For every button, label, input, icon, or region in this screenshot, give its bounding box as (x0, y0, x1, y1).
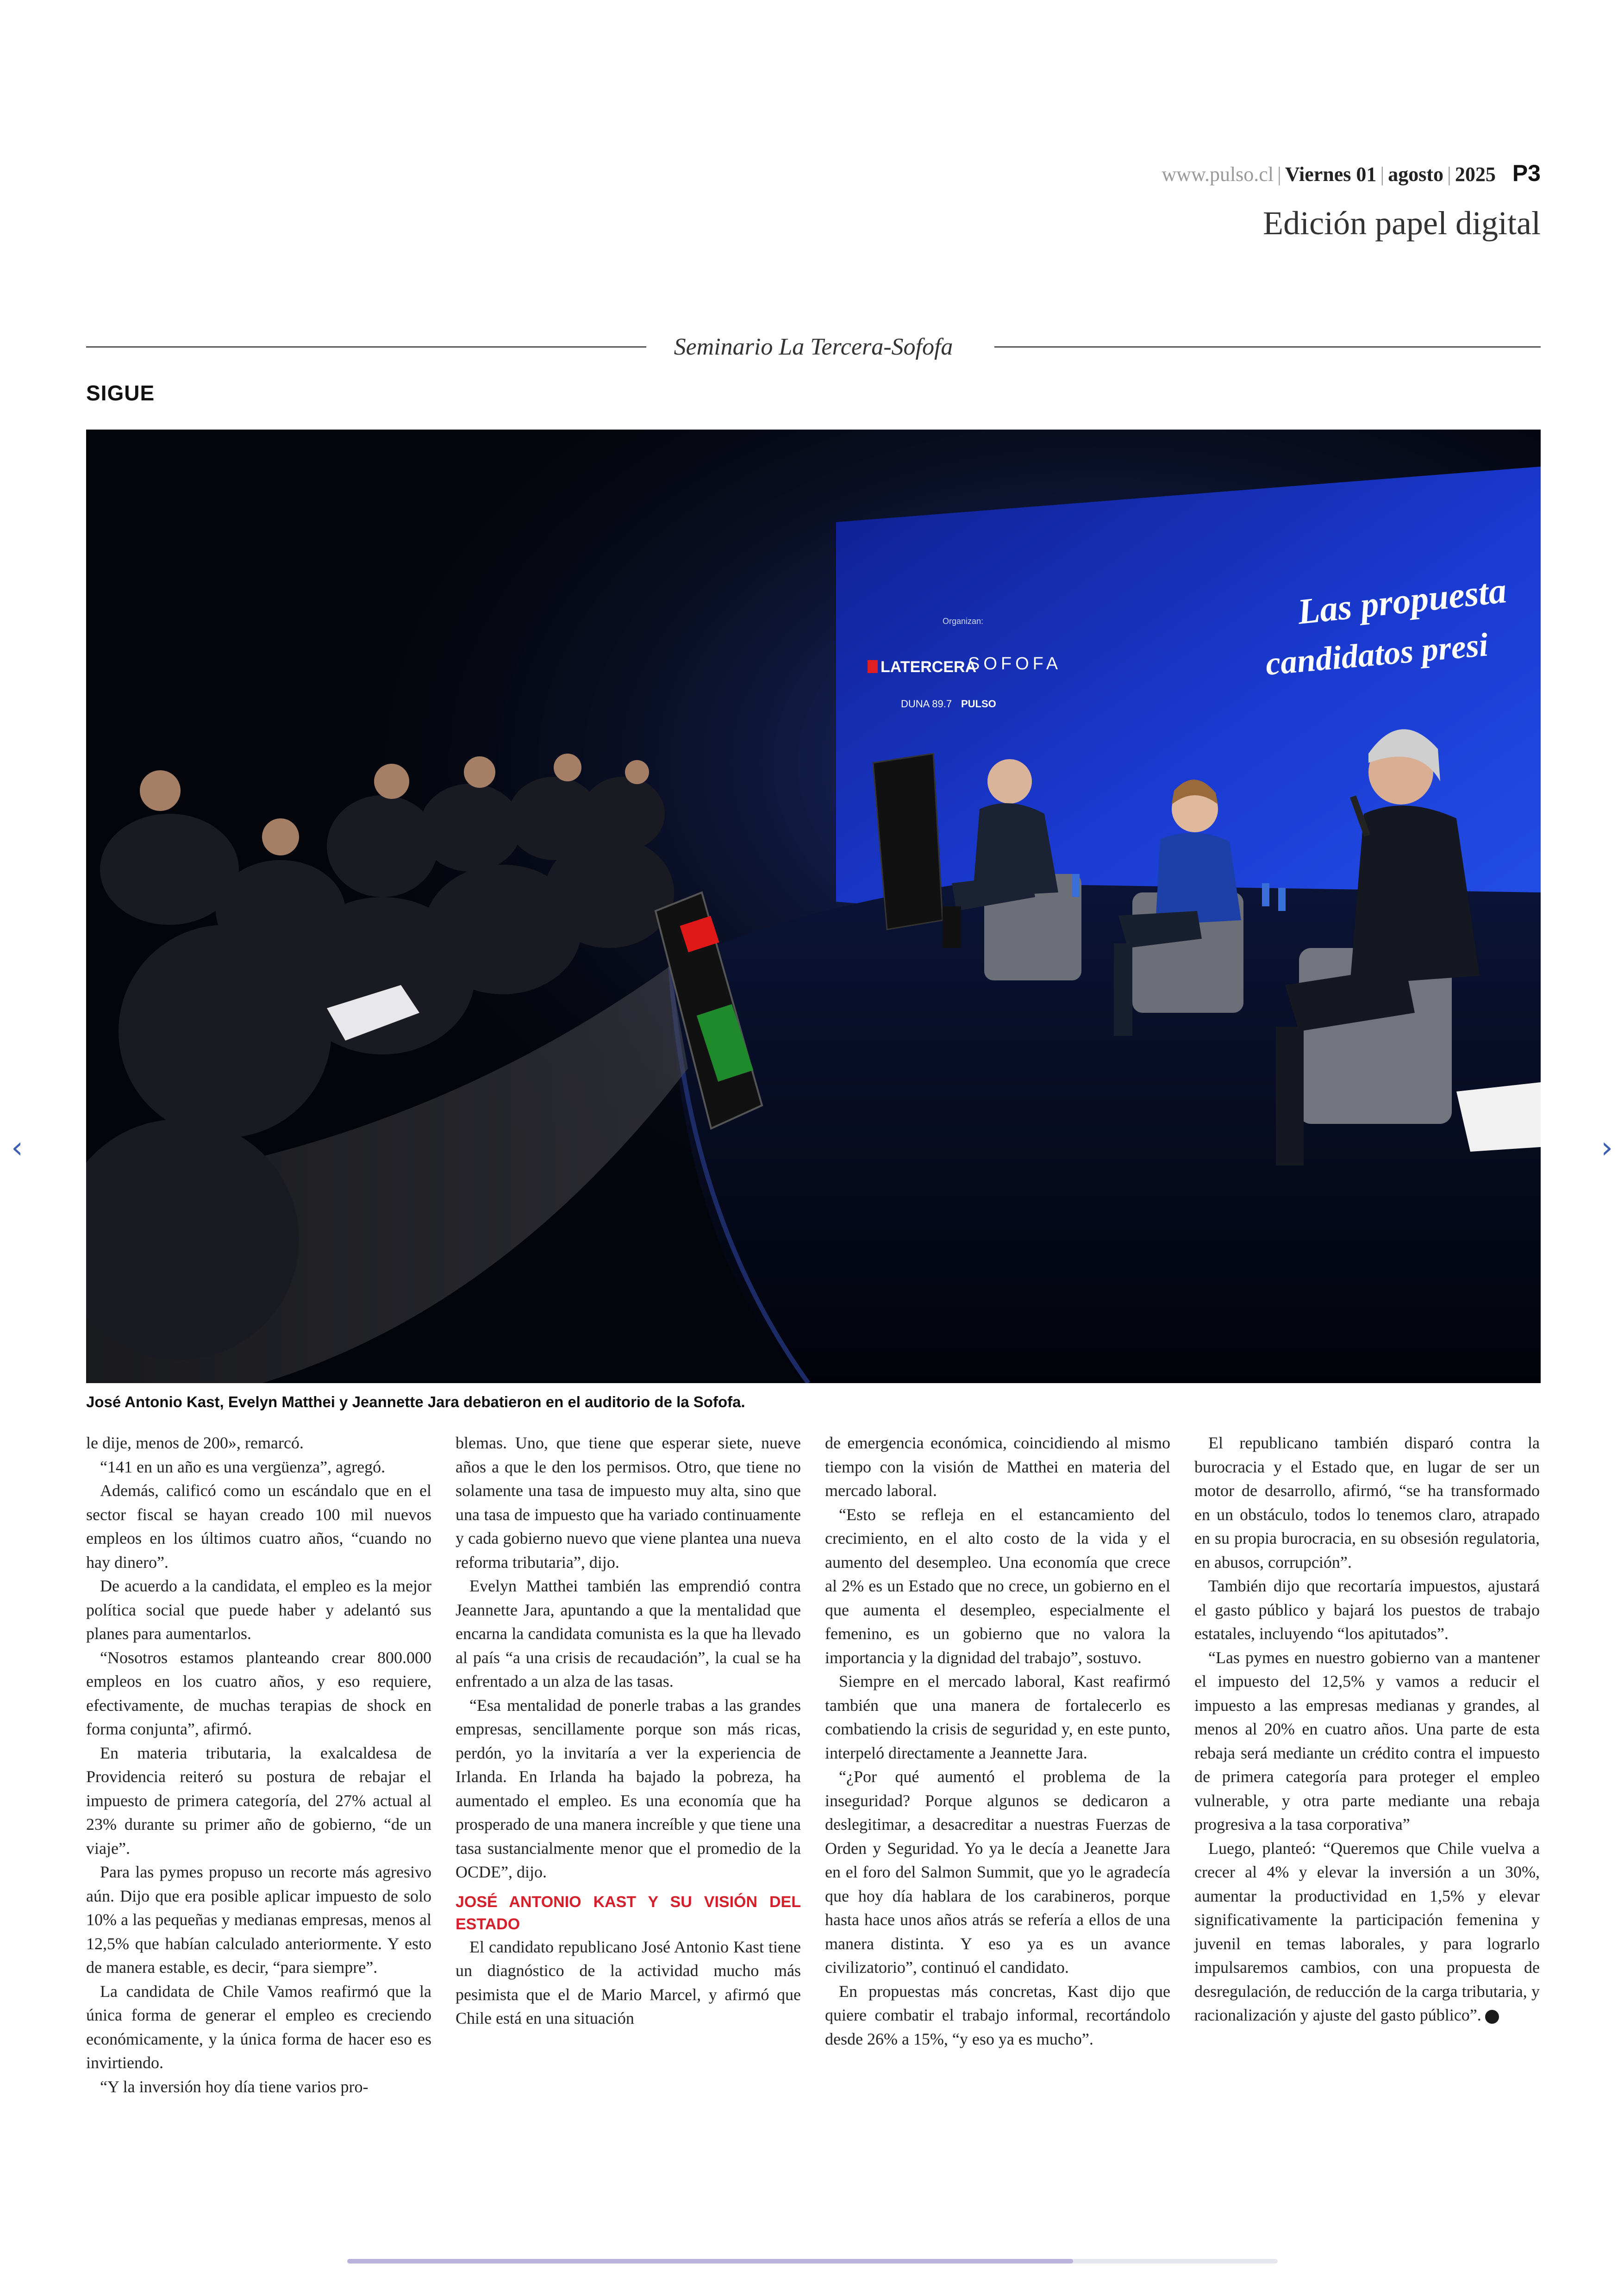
paragraph: Para las pymes propuso un recorte más agresivo aún. Dijo que era posible aplicar impuesto de solo 10% a las pequeñas y medianas empresas, menos al 12,5% que habían calculado anteriormente. Y esto de manera estable, es decir, “para siempre”. (86, 1863, 431, 1977)
chevron-right-icon[interactable]: › (1601, 1131, 1613, 1165)
end-mark-icon: P (1485, 2010, 1499, 2024)
screen-title-line1: Las propuesta (1295, 570, 1509, 632)
article-column-2 (456, 1431, 801, 2031)
papers-chair (1456, 1082, 1541, 1152)
date-month: agosto (1388, 163, 1444, 186)
paragraph: blemas. Uno, que tiene que esperar siete, nueve años a que le den los permisos. Otro, que tiene no solamente una tasa de impuesto muy alta, sino que una tasa de impuesto que ha variado continuamente y cada gobierno nuevo que viene plantea una nueva reforma tributaria”, dijo. (456, 1434, 801, 1572)
article-photo (86, 430, 1541, 1383)
date-day: Viernes 01 (1285, 163, 1377, 186)
paragraph: La candidata de Chile Vamos reafirmó que la única forma de generar el empleo es creciendo económicamente, y la única forma de hacer eso es invirtiendo. (86, 1982, 431, 2072)
paragraph: El republicano también disparó contra la burocracia y el Estado que, en lugar de ser un motor de desarrollo, afirmó, “se ha transformado en un obstáculo, todos lo tenemos claro, atrapado en su propia burocracia, en su obsesión regulatoria, en abusos, corrupción”. (1194, 1434, 1540, 1572)
paragraph: De acuerdo a la candidata, el empleo es la mejor política social que puede haber y adelantó sus planes para aumentarlos. (86, 1577, 431, 1643)
scrollbar-thumb[interactable] (347, 2259, 1073, 2264)
paragraph-text: Luego, planteó: “Queremos que Chile vuelva a crecer al 4% y elevar la inversión a un 30%, aumentar la productividad en 1,5% y elevar significativamente la participación femenina y juvenil en temas laborales, y para lograrlo impulsaremos cambios, con una propuesta de desregulación, de reducción de la carga tributaria, y racionalización y ajuste del gasto público”. (1194, 1839, 1540, 2024)
site-url[interactable]: www.pulso.cl (1162, 163, 1274, 186)
paragraph (1194, 1837, 1540, 2027)
article-column-4 (1194, 1431, 1540, 2027)
paragraph: “Nosotros estamos planteando crear 800.000 empleos en los cuatro años, y eso requiere, efectivamente, de muchas terapias de shock en forma conjunta”, afirmó. (86, 1648, 431, 1738)
page-number: P3 (1512, 160, 1541, 186)
section-rule-right (994, 346, 1541, 348)
logo-sofofa: SOFOFA (968, 654, 1062, 674)
paragraph: “Y la inversión hoy día tiene varios pro- (100, 2077, 369, 2096)
screen-title-line2: candidatos presi (1264, 626, 1490, 682)
paragraph: Siempre en el mercado laboral, Kast reafirmó también que una manera de fortalecerlo es combatiendo la crisis de seguridad y, en este punto, interpeló directamente a Jeannette Jara. (825, 1672, 1170, 1762)
article-body (86, 1431, 1541, 2144)
paragraph: Además, calificó como un escándalo que en el sector fiscal se hayan creado 100 mil nuevos empleos en los últimos cuatro años, “cuando no hay dinero”. (86, 1481, 431, 1572)
photo-caption: José Antonio Kast, Evelyn Matthei y Jeannette Jara debatieron en el auditorio de la Sofofa. (86, 1393, 745, 1410)
logo-duna: DUNA 89.7 (901, 698, 952, 710)
section-kicker: SIGUE (86, 381, 155, 405)
article-column-3 (825, 1431, 1170, 2051)
logo-pulso: PULSO (961, 698, 996, 710)
section-header (86, 333, 1541, 361)
edition-title: Edición papel digital (1263, 205, 1541, 242)
paragraph: de emergencia económica, coincidiendo al mismo tiempo con la visión de Matthei en materia del mercado laboral. (825, 1434, 1170, 1500)
paragraph: “Esa mentalidad de ponerle trabas a las grandes empresas, sencillamente porque son más ricas, perdón, yo la invitaría a ver la experiencia de Irlanda. En Irlanda ha bajado la pobreza, ha aumentado el empleo. Es una economía que ha prosperado de una manera increíble y que tiene una tasa sustancialmente menor que el promedio de la OCDE”, dijo. (456, 1696, 801, 1881)
paragraph: En materia tributaria, la exalcaldesa de Providencia reiteró su postura de rebajar el impuesto de primera categoría, del 27% actual al 23% durante su primer año de gobierno, “de un viaje”. (86, 1743, 431, 1858)
section-title: Seminario La Tercera-Sofofa (674, 334, 953, 360)
paragraph: “Esto se refleja en el estancamiento del crecimiento, en el alto costo de la vida y el aumento del desempleo. Una economía que crece al 2% es un Estado que no crece, un gobierno en el que aumenta el desempleo, especialmente el femenino, es un gobierno que no valora la importancia y la dignidad del trabajo”, sostuvo. (825, 1505, 1170, 1667)
chevron-left-icon[interactable]: ‹ (11, 1131, 23, 1165)
paragraph: En propuestas más concretas, Kast dijo que quiere combatir el trabajo informal, recortándolo desde 26% a 15%, “y eso ya es mucho”. (825, 1982, 1170, 2048)
paragraph: También dijo que recortaría impuestos, ajustará el gasto público y bajará los puestos de trabajo estatales, incluyendo “los apitutados”. (1194, 1577, 1540, 1643)
page-scrollbar[interactable] (347, 2259, 1278, 2264)
date-year: 2025 (1455, 163, 1496, 186)
dateline: www.pulso.cl | Viernes 01 | agosto | 2025 P3 (1162, 160, 1541, 186)
logo-latercera: LATERCERA (881, 658, 977, 676)
paragraph: le dije, menos de 200», remarcó. (86, 1434, 304, 1452)
latercera-logo-mark (868, 660, 878, 673)
paragraph: El candidato republicano José Antonio Kast tiene un diagnóstico de la actividad mucho más pesimista que el de Mario Marcel, y afirmó que Chile está en una situación (456, 1937, 801, 2027)
paragraph: “Las pymes en nuestro gobierno van a mantener el impuesto del 12,5% y vamos a reducir el impuesto a las empresas medianas y grandes, al menos al 20% en cuatro años. Una parte de esta rebaja será mediante un crédito contra el impuesto de primera categoría para proteger el empleo vulnerable, y otra parte mediante una rebaja progresiva a la tasa corporativa” (1194, 1648, 1540, 1834)
organizers-label: Organizan: (943, 617, 984, 626)
masthead (1162, 160, 1541, 243)
paragraph: “¿Por qué aumentó el problema de la inseguridad? Porque algunos se dedicaron a deslegitimar, a desacreditar a nuestras Fuerzas de Orden y Seguridad. Yo ya le decía a Jeanette Jara en el foro del Salmon Summit, que yo le agradecía que hoy día hablara de los carabineros, porque hasta hace unos años atrás se refería a ellos de una manera distinta. Y eso ya es un avance civilizatorio”, continuó el candidato. (825, 1767, 1170, 1977)
article-column-1 (86, 1431, 431, 2099)
paragraph: “141 en un año es una vergüenza”, agregó. (100, 1457, 386, 1476)
paragraph: Evelyn Matthei también las emprendió contra Jeannette Jara, apuntando a que la mentalidad que encarna la candidata comunista es la que ha llevado al país “a una crisis de recaudación”, la cual se ha enfrentado a un alza de las tasas. (456, 1577, 801, 1690)
article-subhead: JOSÉ ANTONIO KAST Y SU VISIÓN DEL ESTADO (456, 1893, 801, 1933)
